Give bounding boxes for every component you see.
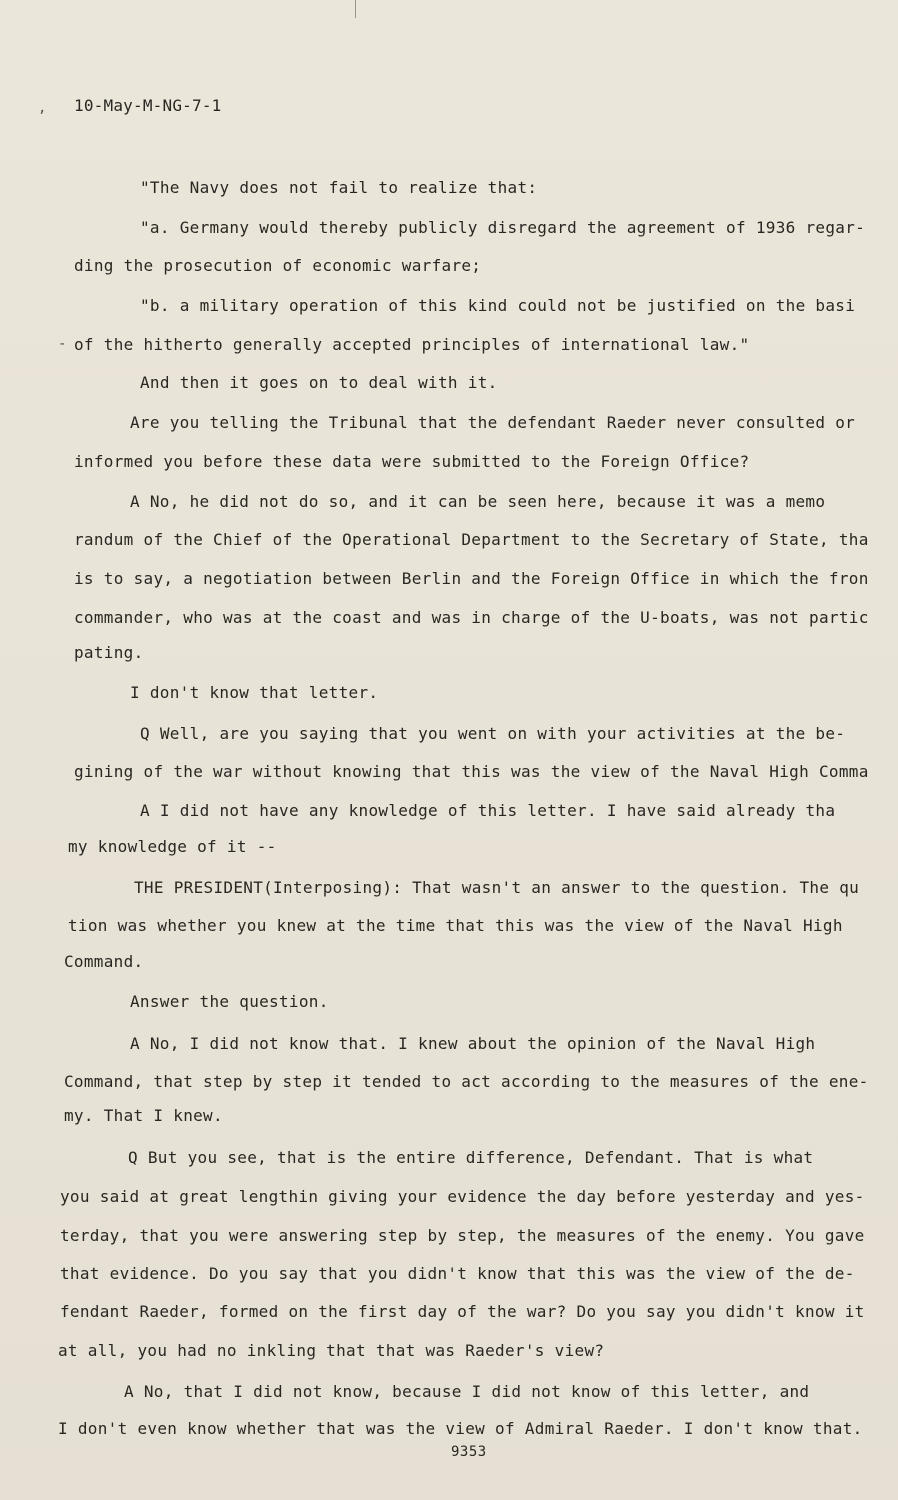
- text-line: And then it goes on to deal with it.: [140, 373, 498, 392]
- page-number: 9353: [451, 1444, 487, 1460]
- text-line: "b. a military operation of this kind could not be justified on the basi: [140, 296, 856, 315]
- text-line: A No, I did not know that. I knew about the opinion of the Naval High: [130, 1034, 816, 1053]
- document-id: 10-May-M-NG-7-1: [74, 96, 222, 115]
- text-line: tion was whether you knew at the time that this was the view of the Naval High: [68, 916, 843, 935]
- text-line: gining of the war without knowing that this was the view of the Naval High Comma: [74, 762, 869, 781]
- text-line: is to say, a negotiation between Berlin and the Foreign Office in which the fron: [74, 569, 869, 588]
- text-line: I don't know that letter.: [130, 683, 379, 702]
- text-line: THE PRESIDENT(Interposing): That wasn't an answer to the question. The qu: [134, 878, 860, 897]
- text-line: fendant Raeder, formed on the first day of the war? Do you say you didn't know it: [60, 1302, 865, 1321]
- margin-mark-comma: ,: [38, 100, 47, 116]
- text-line: Are you telling the Tribunal that the defendant Raeder never consulted or: [130, 413, 856, 432]
- text-line: ding the prosecution of economic warfare;: [74, 256, 482, 275]
- text-line: Command.: [64, 952, 144, 971]
- text-line: Answer the question.: [130, 992, 329, 1011]
- text-line: A No, that I did not know, because I did not know of this letter, and: [124, 1382, 810, 1401]
- text-line: my. That I knew.: [64, 1106, 223, 1125]
- text-line: randum of the Chief of the Operational Department to the Secretary of State, tha: [74, 530, 869, 549]
- text-line: A No, he did not do so, and it can be seen here, because it was a memo: [130, 492, 826, 511]
- text-line: Q But you see, that is the entire difference, Defendant. That is what: [128, 1148, 814, 1167]
- text-line: commander, who was at the coast and was in charge of the U-boats, was not partic: [74, 608, 869, 627]
- text-line: "a. Germany would thereby publicly disregard the agreement of 1936 regar-: [140, 218, 866, 237]
- text-line: A I did not have any knowledge of this letter. I have said already tha: [140, 801, 836, 820]
- text-line: Command, that step by step it tended to act according to the measures of the ene-: [64, 1072, 869, 1091]
- text-line: I don't even know whether that was the view of Admiral Raeder. I don't know that.: [58, 1419, 863, 1438]
- text-line: of the hitherto generally accepted principles of international law.": [74, 335, 750, 354]
- text-line: Q Well, are you saying that you went on with your activities at the be-: [140, 724, 846, 743]
- text-line: informed you before these data were submitted to the Foreign Office?: [74, 452, 750, 471]
- text-line: terday, that you were answering step by step, the measures of the enemy. You gave: [60, 1226, 865, 1245]
- text-line: at all, you had no inkling that that was Raeder's view?: [58, 1341, 605, 1360]
- text-line: that evidence. Do you say that you didn't know that this was the view of the de-: [60, 1264, 855, 1283]
- text-line: you said at great lengthin giving your evidence the day before yesterday and yes-: [60, 1187, 865, 1206]
- text-line: my knowledge of it --: [68, 837, 277, 856]
- text-line: "The Navy does not fail to realize that:: [140, 178, 538, 197]
- text-line: pating.: [74, 643, 144, 662]
- margin-mark-dash: -: [58, 336, 67, 352]
